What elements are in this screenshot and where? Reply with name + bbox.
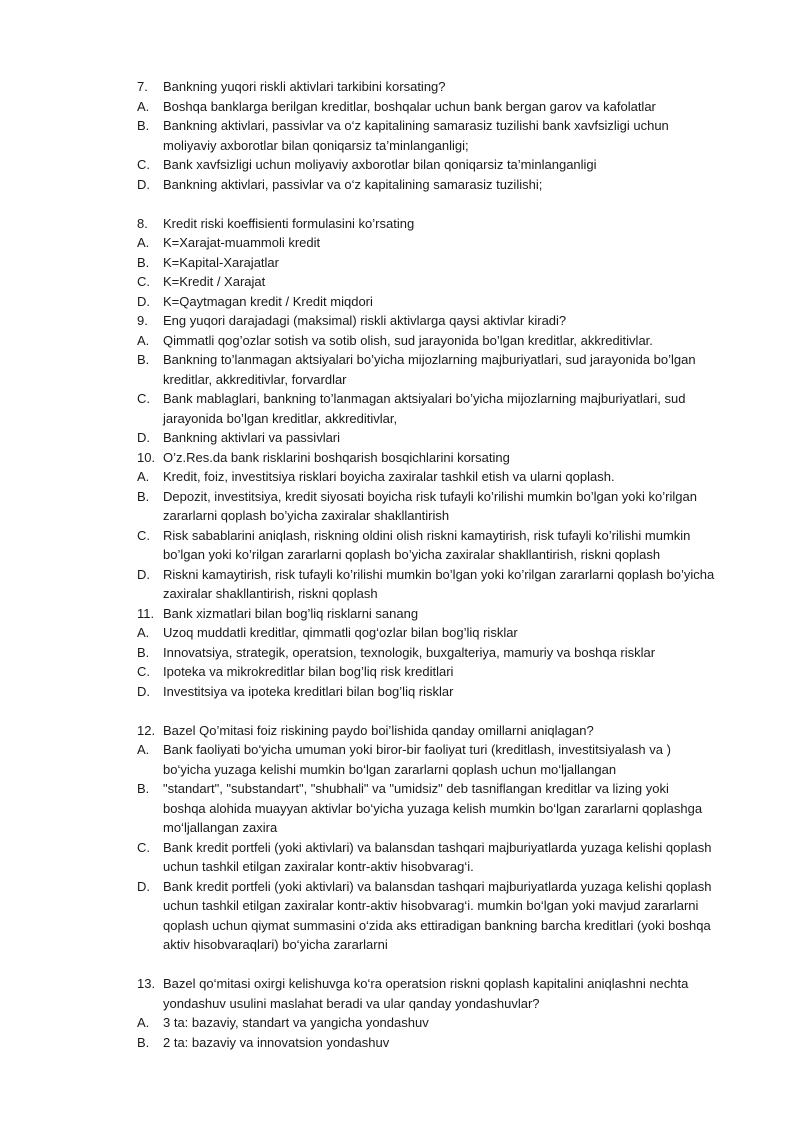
- line-text: aktiv hisobvaraqlari) bo‘yicha zararlarni: [163, 937, 388, 952]
- list-marker: C.: [137, 157, 150, 172]
- line-text: boshqa alohida muayyan aktivlar bo‘yicha yuzaga kelish mumkin bo‘lgan zararlarni qoplashga: [163, 800, 703, 816]
- line-text: Kredit riski koeffisienti formulasini ko’rsating: [163, 215, 415, 231]
- list-marker: C.: [137, 527, 150, 543]
- line-text: Bank xavfsizligi uchun moliyaviy axborotlar bilan qoniqarsiz ta’minlanganligi: [163, 157, 597, 172]
- line-text: Bank kredit portfeli (yoki aktivlari) va balansdan tashqari majburiyatlarda yuzaga kelishi qoplash: [163, 878, 712, 894]
- text-line: [0, 175, 800, 195]
- list-marker: A.: [137, 235, 150, 250]
- line-text: Bankning aktivlari va passivlari: [163, 430, 341, 445]
- line-text: Bankning to’lanmagan aktsiyalari bo’yicha mijozlarning majburiyatlari, sud jarayonida bo’lgan: [163, 352, 696, 367]
- list-marker: A.: [137, 469, 150, 484]
- line-text: Ipoteka va mikrokreditlar bilan bog’liq risk kreditlari: [163, 664, 454, 679]
- text-line: [0, 1033, 800, 1053]
- text-line: [0, 311, 800, 331]
- line-text: zaxiralar shakllantirish, riskni qoplash: [163, 586, 378, 601]
- line-text: Bankning aktivlari, passivlar va o‘z kapitalining samarasiz tuzilishi;: [163, 176, 543, 192]
- text-line: [0, 409, 800, 429]
- text-line: [0, 779, 800, 799]
- text-line: [0, 233, 800, 253]
- line-text: Innovatsiya, strategik, operatsion, texnologik, buxgalteriya, mamuriy va boshqa risklar: [163, 644, 656, 660]
- text-line: [0, 994, 800, 1014]
- list-marker: D.: [137, 430, 150, 445]
- text-line: [0, 974, 800, 994]
- text-line: [0, 350, 800, 370]
- list-marker: A.: [137, 1015, 150, 1030]
- list-marker: 13.: [137, 976, 156, 991]
- text-line: [0, 643, 800, 663]
- line-text: moliyaviy axborotlar bilan qoniqarsiz ta’minlanganligi;: [163, 137, 469, 153]
- list-marker: 8.: [137, 215, 148, 231]
- text-line: [0, 721, 800, 741]
- list-marker: 12.: [137, 722, 156, 738]
- text-line: [0, 77, 800, 97]
- line-text: K=Qaytmagan kredit / Kredit miqdori: [163, 293, 373, 309]
- line-text: O’z.Res.da bank risklarini boshqarish bosqichlarini korsating: [163, 449, 510, 465]
- line-text: Investitsiya va ipoteka kreditlari bilan bog’liq risklar: [163, 683, 454, 699]
- line-text: uchun tashkil etilgan zaxiralar kontr-aktiv hisobvarag‘i.: [163, 859, 474, 874]
- text-line: [0, 292, 800, 312]
- text-line: [0, 818, 800, 838]
- text-line: [0, 916, 800, 936]
- text-line: [0, 97, 800, 117]
- list-marker: A.: [137, 742, 150, 757]
- text-line: [0, 155, 800, 175]
- list-marker: B.: [137, 118, 150, 133]
- text-line: [0, 857, 800, 877]
- list-marker: D.: [137, 176, 150, 192]
- text-line: [0, 487, 800, 507]
- list-marker: B.: [137, 781, 150, 796]
- text-line: [0, 623, 800, 643]
- text-line: [0, 838, 800, 858]
- line-text: Bazel Qo’mitasi foiz riskining paydo boi’lishida qanday omillarni aniqlagan?: [163, 722, 594, 738]
- line-text: K=Kapital-Xarajatlar: [163, 254, 279, 270]
- text-line: [0, 526, 800, 546]
- text-line: [0, 331, 800, 351]
- list-marker: B.: [137, 352, 150, 367]
- line-text: Bank xizmatlari bilan bog’liq risklarni sanang: [163, 605, 419, 621]
- text-line: [0, 214, 800, 234]
- line-text: Boshqa banklarga berilgan kreditlar, boshqalar uchun bank bergan garov va kafolatlar: [163, 98, 656, 114]
- text-line: [0, 662, 800, 682]
- list-marker: D.: [137, 683, 150, 699]
- line-text: Riskni kamaytirish, risk tufayli ko’rilishi mumkin bo’lgan yoki ko’rilgan zararlarni qoplash bo’yicha: [163, 566, 715, 582]
- list-marker: 10.: [137, 449, 156, 465]
- line-text: uchun tashkil etilgan zaxiralar kontr-aktiv hisobvarag‘i. mumkin bo‘lgan yoki mavjud zararlarni: [163, 898, 699, 913]
- line-text: Bank kredit portfeli (yoki aktivlari) va balansdan tashqari majburiyatlarda yuzaga kelishi qoplash: [163, 839, 712, 855]
- text-line: [0, 896, 800, 916]
- list-marker: C.: [137, 391, 150, 406]
- list-marker: A.: [137, 332, 150, 348]
- line-text: kreditlar, akkreditivlar, forvardlar: [163, 371, 347, 387]
- list-marker: 7.: [137, 79, 148, 94]
- line-text: Risk sabablarini aniqlash, riskning oldini olish riskni kamaytirish, risk tufayli ko’rilishi mumkin: [163, 527, 691, 543]
- line-text: bo‘yicha yuzaga kelishi mumkin bo‘lgan zararlarni qoplash uchun mo‘ljallangan: [163, 761, 617, 777]
- line-text: zararlarni qoplash bo’yicha zaxiralar shakllantirish: [163, 508, 450, 523]
- text-line: [0, 428, 800, 448]
- text-line: [0, 253, 800, 273]
- list-marker: B.: [137, 488, 150, 504]
- text-line: [0, 740, 800, 760]
- text-line: [0, 116, 800, 136]
- line-text: "standart", "substandart", "shubhali" va "umidsiz" deb tasniflangan kreditlar va lizing yoki: [163, 781, 669, 796]
- text-line: [0, 545, 800, 565]
- paragraph-gap: [0, 955, 800, 975]
- line-text: mo‘ljallangan zaxira: [163, 820, 278, 835]
- text-line: [0, 1013, 800, 1033]
- text-line: [0, 935, 800, 955]
- list-marker: B.: [137, 1034, 150, 1050]
- text-line: [0, 136, 800, 156]
- text-line: [0, 272, 800, 292]
- list-marker: 11.: [137, 605, 155, 621]
- line-text: 2 ta: bazaviy va innovatsion yondashuv: [163, 1034, 390, 1050]
- list-marker: D.: [137, 566, 150, 582]
- list-marker: C.: [137, 274, 150, 289]
- line-text: Bank faoliyati bo‘yicha umuman yoki biror-bir faoliyat turi (kreditlash, investitsiyalash va ): [163, 742, 671, 757]
- text-line: [0, 506, 800, 526]
- text-line: [0, 584, 800, 604]
- list-marker: B.: [137, 644, 150, 660]
- line-text: Depozit, investitsiya, kredit siyosati boyicha risk tufayli ko’rilishi mumkin bo’lgan yoki ko’rilgan: [163, 488, 697, 504]
- line-text: Bank mablaglari, bankning to’lanmagan aktsiyalari bo’yicha mijozlarning majburiyatlari, sud: [163, 391, 686, 406]
- paragraph-gap: [0, 701, 800, 721]
- list-marker: A.: [137, 625, 150, 640]
- line-text: Qimmatli qog’ozlar sotish va sotib olish, sud jarayonida bo’lgan kreditlar, akkreditivlar.: [163, 332, 653, 348]
- line-text: jarayonida bo’lgan kreditlar, akkreditivlar,: [163, 410, 398, 426]
- line-text: Uzoq muddatli kreditlar, qimmatli qog‘ozlar bilan bog’liq risklar: [163, 625, 518, 640]
- line-text: Bankning yuqori riskli aktivlari tarkibini korsating?: [163, 79, 446, 94]
- list-marker: D.: [137, 293, 150, 309]
- line-text: yondashuv usulini maslahat beradi va ular qanday yondashuvlar?: [163, 995, 540, 1011]
- line-text: qoplash uchun qiymat summasini o‘zida aks ettiradigan bankning barcha kreditlari (yoki boshqa: [163, 917, 711, 933]
- text-line: [0, 565, 800, 585]
- list-marker: 9.: [137, 313, 148, 328]
- list-marker: D.: [137, 878, 150, 894]
- list-marker: A.: [137, 98, 150, 114]
- line-text: K=Kredit / Xarajat: [163, 274, 266, 289]
- line-text: 3 ta: bazaviy, standart va yangicha yondashuv: [163, 1015, 429, 1030]
- text-line: [0, 467, 800, 487]
- text-line: [0, 760, 800, 780]
- line-text: Eng yuqori darajadagi (maksimal) riskli aktivlarga qaysi aktivlar kiradi?: [163, 313, 567, 328]
- text-line: [0, 370, 800, 390]
- text-line: [0, 877, 800, 897]
- paragraph-gap: [0, 194, 800, 214]
- text-line: [0, 389, 800, 409]
- line-text: Bazel qo‘mitasi oxirgi kelishuvga ko‘ra operatsion riskni qoplash kapitalini aniqlashni nechta: [163, 976, 689, 991]
- list-marker: C.: [137, 664, 150, 679]
- line-text: bo’lgan yoki ko’rilgan zararlarni qoplash bo’yicha zaxiralar shakllantirish, riskni qoplash: [163, 547, 661, 562]
- text-line: [0, 799, 800, 819]
- text-line: [0, 682, 800, 702]
- line-text: Bankning aktivlari, passivlar va o‘z kapitalining samarasiz tuzilishi bank xavfsizligi uchun: [163, 118, 669, 133]
- line-text: Kredit, foiz, investitsiya risklari boyicha zaxiralar tashkil etish va ularni qoplash.: [163, 469, 615, 484]
- line-text: K=Xarajat-muammoli kredit: [163, 235, 321, 250]
- list-marker: B.: [137, 254, 150, 270]
- text-line: [0, 604, 800, 624]
- text-line: [0, 448, 800, 468]
- list-marker: C.: [137, 839, 150, 855]
